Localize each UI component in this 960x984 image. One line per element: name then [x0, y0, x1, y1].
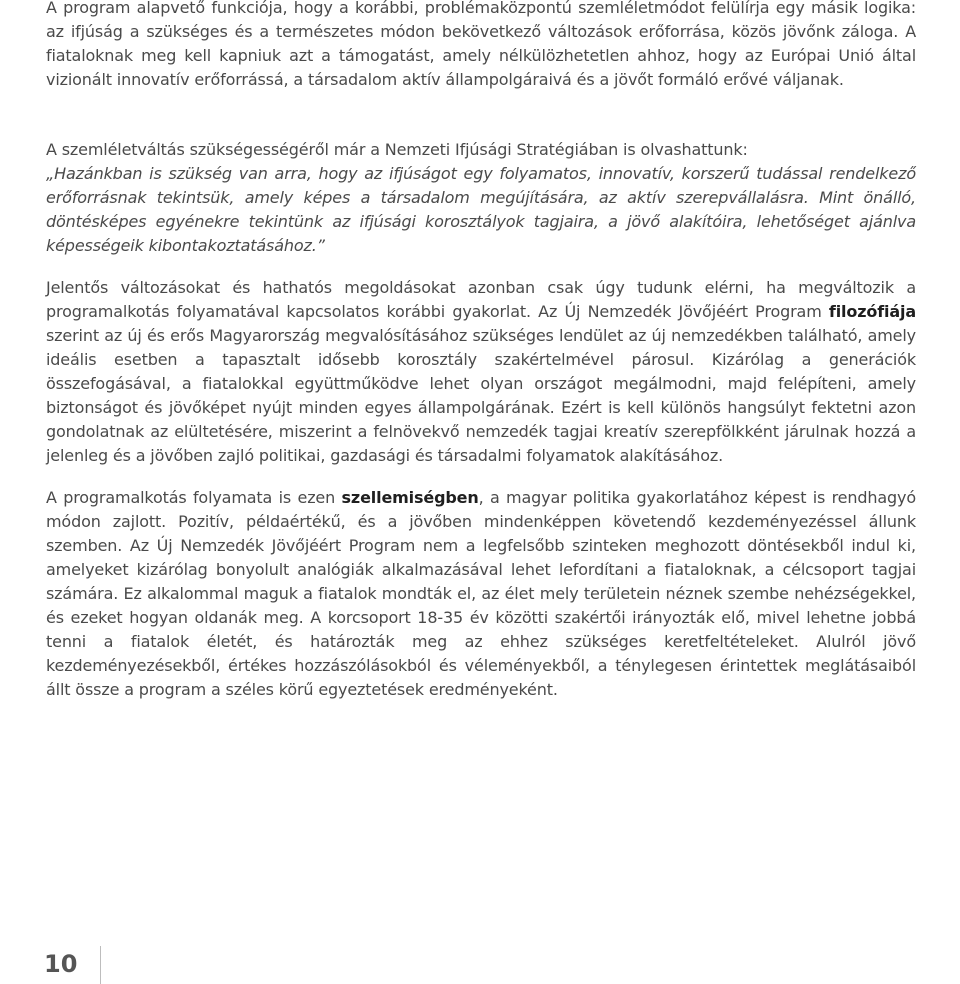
philosophy-emphasis: filozófiája [828, 302, 916, 321]
spirit-emphasis: szellemiségben [341, 488, 479, 507]
paragraph-4-text-a: A programalkotás folyamata is ezen [46, 488, 342, 507]
paragraph-2 [46, 138, 916, 258]
paragraph-1: A program alapvető funkciója, hogy a korábbi, problémaközpontú szemléletmódot felülírja egy másik logika: az ifjúság a szükséges és a természetes módon bekövetkező változások erőforrása, közös jövőnk záloga. A fiataloknak meg kell kapniuk azt a támogatást, amely nélkülözhetetlen ahhoz, hogy az Európai Unió által vizionált innovatív erőforrássá, a társadalom aktív állampolgáraivá és a jövőt formáló erővé váljanak. [46, 0, 916, 89]
paragraph-3-text-b: szerint az új és erős Magyarország megvalósításához szükséges lendület az új nemzedékben található, amely ideális esetben a tapasztalt idősebb korosztály szakértelmével párosul. Kizárólag a generációk összefogásával, a fiatalokkal együttműködve lehet olyan országot megálmodni, majd felépíteni, amely biztonságot és jövőképet nyújt minden egyes állampolgárának. Ezért is kell különös hangsúlyt fektetni azon gondolatnak az elültetésére, miszerint a felnövekvő nemzedék tagjai kreatív szerepfölkként járulnak hozzá a jelenleg és a jövőben zajló politikai, gazdasági és társadalmi folyamatok alakításához. [46, 326, 916, 465]
page-number: 10 [44, 950, 78, 978]
page-number-divider [100, 946, 101, 984]
paragraph-2-intro: A szemléletváltás szükségességéről már a Nemzeti Ifjúsági Stratégiában is olvashattunk: [46, 140, 748, 159]
strategy-quote: „Hazánkban is szükség van arra, hogy az ifjúságot egy folyamatos, innovatív, korszerű tudással rendelkező erőforrásnak tekintsük, amely képes a társadalom megújítására, az aktív szerepvállalásra. Mint önálló, döntésképes egyénekre tekintünk az ifjúsági korosztályok tagjaira, a jövő alakítóira, lehetőséget ajánlva képességeik kibontakoztatásához.” [46, 164, 916, 255]
paragraph-3 [46, 276, 916, 468]
paragraph-4 [46, 486, 916, 702]
paragraph-3-text-a: Jelentős változásokat és hathatós megoldásokat azonban csak úgy tudunk elérni, ha megváltozik a programalkotás folyamatával kapcsolatos korábbi gyakorlat. Az Új Nemzedék Jövőjéért Program [46, 278, 916, 321]
paragraph-4-text-b: , a magyar politika gyakorlatához képest is rendhagyó módon zajlott. Pozitív, példaértékű, és a jövőben mindenképpen követendő kezdeményezéssel állunk szemben. Az Új Nemzedék Jövőjéért Program nem a legfelsőbb szinteken meghozott döntésekből indul ki, amelyeket kizárólag bonyolult analógiák alkalmazásával lehet lefordítani a fiataloknak, a célcsoport tagjai számára. Ez alkalommal maguk a fiatalok mondták el, az élet mely területein néznek szembe nehézségekkel, és ezeket hogyan oldanák meg. A korcsoport 18-35 év közötti szakértői irányozták elő, mivel lehetne jobbá tenni a fiatalok életét, és határozták meg az ehhez szükséges keretfeltételeket. Alulról jövő kezdeményezésekből, értékes hozzászólásokból és véleményekből, a ténylegesen érintettek meglátásaiból állt össze a program a széles körű egyeztetések eredményeként. [46, 488, 916, 699]
